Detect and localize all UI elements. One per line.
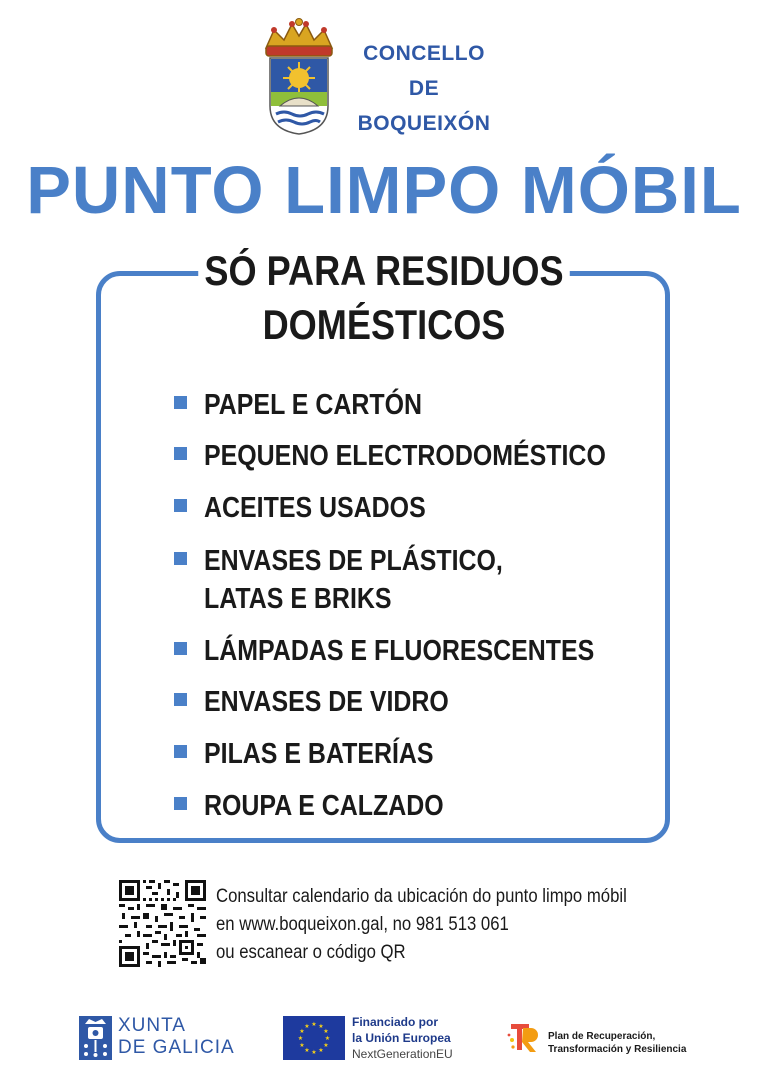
svg-text:★: ★: [304, 1023, 310, 1030]
info-line-3: ou escanear o código QR: [216, 942, 406, 963]
info-line-1: Consultar calendario da ubicación do punto limpo móbil: [216, 886, 627, 907]
bullet-square-icon: [174, 797, 187, 810]
svg-text:★: ★: [299, 1042, 305, 1049]
svg-text:★: ★: [311, 1049, 317, 1056]
xunta-logo-text: [118, 1015, 235, 1059]
list-item-label: ROUPA E CALZADO: [204, 790, 444, 822]
recovery-line-1: Plan de Recuperación,: [548, 1031, 656, 1042]
svg-text:★: ★: [318, 1023, 324, 1030]
xunta-shield-icon: [79, 1016, 112, 1060]
header: [0, 18, 768, 138]
bullet-square-icon: [174, 499, 187, 512]
page-title: PUNTO LIMPO MÓBIL: [26, 153, 742, 228]
list-item-label: ACEITES USADOS: [204, 492, 426, 524]
list-item-label: ENVASES DE VIDRO: [204, 686, 449, 718]
svg-text:★: ★: [324, 1035, 331, 1042]
list-item-label-line-2: LATAS E BRIKS: [204, 583, 392, 615]
list-item-label-line-1: ENVASES DE PLÁSTICO,: [204, 545, 503, 577]
box-title-line-1: SÓ PARA RESIDUOS: [204, 247, 564, 294]
info-line-2: en www.boqueixon.gal, no 981 513 061: [216, 914, 509, 935]
recovery-line-2: Transformación y Resiliencia: [548, 1044, 687, 1055]
svg-text:★: ★: [299, 1028, 305, 1035]
eu-flag-icon: [283, 1016, 345, 1060]
eu-line-3: NextGenerationEU: [352, 1047, 453, 1061]
svg-text:★: ★: [323, 1028, 329, 1035]
box-title: [198, 244, 570, 352]
xunta-line-1: XUNTA: [118, 1015, 186, 1036]
svg-text:★: ★: [311, 1021, 317, 1028]
eu-line-2: la Unión Europea: [352, 1031, 451, 1045]
svg-text:★: ★: [323, 1042, 329, 1049]
council-name-line-2: DE: [408, 77, 440, 100]
bullet-square-icon: [174, 642, 187, 655]
bullet-square-icon: [174, 447, 187, 460]
council-name: [340, 36, 508, 141]
list-item-label: [204, 542, 503, 618]
bullet-square-icon: [174, 693, 187, 706]
eu-funding-text: [352, 1014, 453, 1062]
info-text: [216, 883, 627, 967]
recovery-plan-logo-icon: [507, 1020, 543, 1056]
bullet-square-icon: [174, 396, 187, 409]
council-name-line-3: BOQUEIXÓN: [357, 112, 491, 135]
svg-text:★: ★: [304, 1047, 310, 1054]
box-title-line-2: DOMÉSTICOS: [262, 301, 506, 348]
municipal-crest-icon: [262, 18, 336, 136]
recovery-plan-text: [548, 1030, 686, 1056]
xunta-line-2: DE GALICIA: [118, 1037, 235, 1058]
list-item-label: PAPEL E CARTÓN: [204, 389, 423, 421]
list-item-label: PEQUENO ELECTRODOMÉSTICO: [204, 440, 606, 472]
eu-line-1: Financiado por: [352, 1015, 439, 1029]
svg-text:★: ★: [318, 1047, 324, 1054]
qr-code-icon[interactable]: [119, 880, 206, 967]
list-item-label: LÁMPADAS E FLUORESCENTES: [204, 635, 595, 667]
bullet-square-icon: [174, 745, 187, 758]
bullet-square-icon: [174, 552, 187, 565]
svg-text:★: ★: [297, 1035, 304, 1042]
council-name-line-1: CONCELLO: [363, 42, 485, 65]
list-item-label: PILAS E BATERÍAS: [204, 738, 434, 770]
